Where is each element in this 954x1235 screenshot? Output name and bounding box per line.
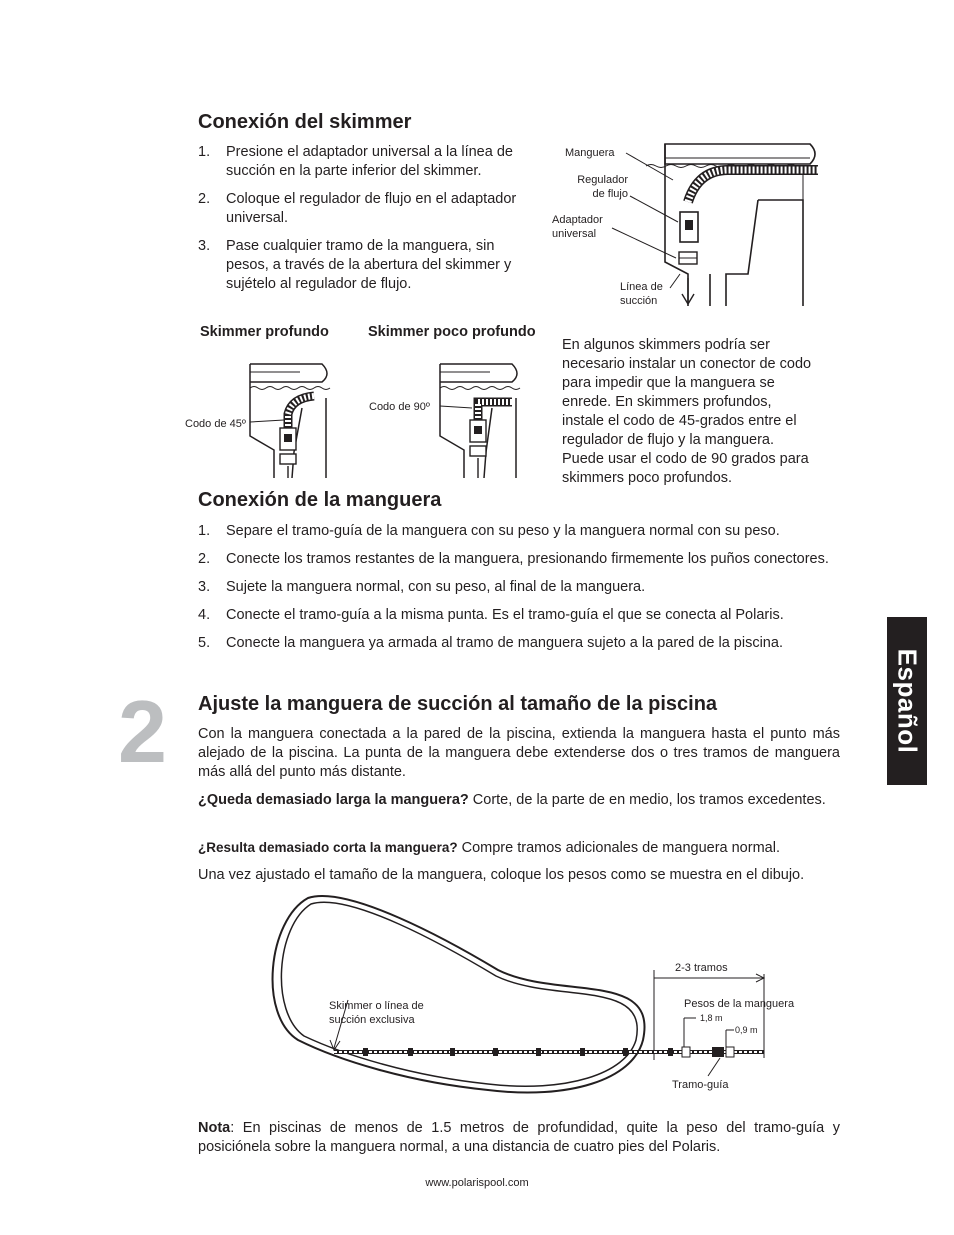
weights-paragraph: Una vez ajustado el tamaño de la manguera, coloque los pesos como se muestra en el dibujo.	[198, 867, 805, 883]
shallow-skimmer-diagram	[430, 358, 540, 478]
label-elbow-90: Codo de 90º	[369, 401, 430, 413]
depth-note: Nota: En piscinas de menos de 1.5 metros de profundidad, quite la peso del tramo-guía y posiciónela sobre la manguera normal, a una distancia de cuatro pies del Polaris.	[198, 1120, 840, 1155]
label-elbow-45: Codo de 45º	[185, 418, 246, 430]
too-long-paragraph: ¿Queda demasiado larga la manguera? Corte, de la parte de en medio, los tramos excedentes.	[198, 792, 826, 808]
list-item: 2. Conecte los tramos restantes de la manguera, presionando firmemente los puños conectores.	[198, 551, 829, 567]
label-hose: Manguera	[565, 147, 615, 159]
label-sections: 2-3 tramos	[675, 962, 728, 974]
label-regulator: Regulador de flujo	[577, 174, 628, 200]
deep-skimmer-diagram	[240, 358, 350, 478]
list-item: 4. Conecte el tramo-guía a la misma punta. Es el tramo-guía el que se conecta al Polaris.	[198, 607, 784, 623]
deep-skimmer-title: Skimmer profundo	[200, 324, 329, 340]
label-suction-line: Línea de succión	[620, 281, 663, 307]
footer-url: www.polarispool.com	[425, 1177, 529, 1189]
hose-steps	[198, 522, 840, 653]
skimmer-steps	[198, 143, 528, 294]
list-item: 3. Pase cualquier tramo de la manguera, sin pesos, a través de la abertura del skimmer y sujételo al regulador de flujo.	[198, 238, 512, 292]
label-1-8m: 1,8 m	[700, 1013, 723, 1023]
step-number: 2	[118, 682, 167, 781]
section-title-adjust: Ajuste la manguera de succión al tamaño de la piscina	[198, 693, 718, 715]
too-short-paragraph: ¿Resulta demasiado corta la manguera? Compre tramos adicionales de manguera normal.	[198, 840, 780, 856]
language-tab-label: Español	[892, 648, 923, 754]
list-item: 3. Sujete la manguera normal, con su peso, al final de la manguera.	[198, 579, 646, 595]
shallow-skimmer-title: Skimmer poco profundo	[368, 324, 536, 340]
label-guide-section: Tramo-guía	[672, 1079, 729, 1091]
list-item: 5. Conecte la manguera ya armada al tramo de manguera sujeto a la pared de la piscina.	[198, 635, 783, 651]
list-item: 1. Presione el adaptador universal a la línea de succión en la parte inferior del skimmer.	[198, 144, 513, 179]
list-item: 1. Separe el tramo-guía de la manguera con su peso y la manguera normal con su peso.	[198, 523, 780, 539]
section-title-skimmer: Conexión del skimmer	[198, 111, 412, 133]
section-title-hose: Conexión de la manguera	[198, 489, 442, 511]
label-adapter: Adaptador universal	[552, 214, 603, 240]
label-weights: Pesos de la manguera	[684, 998, 795, 1010]
label-skimmer-line: Skimmer o línea de succión exclusiva	[329, 1000, 424, 1026]
label-0-9m: 0,9 m	[735, 1025, 758, 1035]
elbow-note: En algunos skimmers podría ser necesario instalar un conector de codo para impedir que la manguera se enrede. En skimmers profundos, instale el codo de 45-grados entre el regulador de flujo y la manguera. Puede usar el codo de 90 grados para skimmers poco profundos.	[562, 337, 812, 486]
adjust-paragraph: Con la manguera conectada a la pared de la piscina, extienda la manguera hasta el punto más alejado de la piscina. La punta de la manguera debe extenderse dos o tres tramos de manguera más allá del punto más distante.	[198, 726, 840, 780]
list-item: 2. Coloque el regulador de flujo en el adaptador universal.	[198, 191, 517, 226]
language-tab	[887, 617, 927, 785]
